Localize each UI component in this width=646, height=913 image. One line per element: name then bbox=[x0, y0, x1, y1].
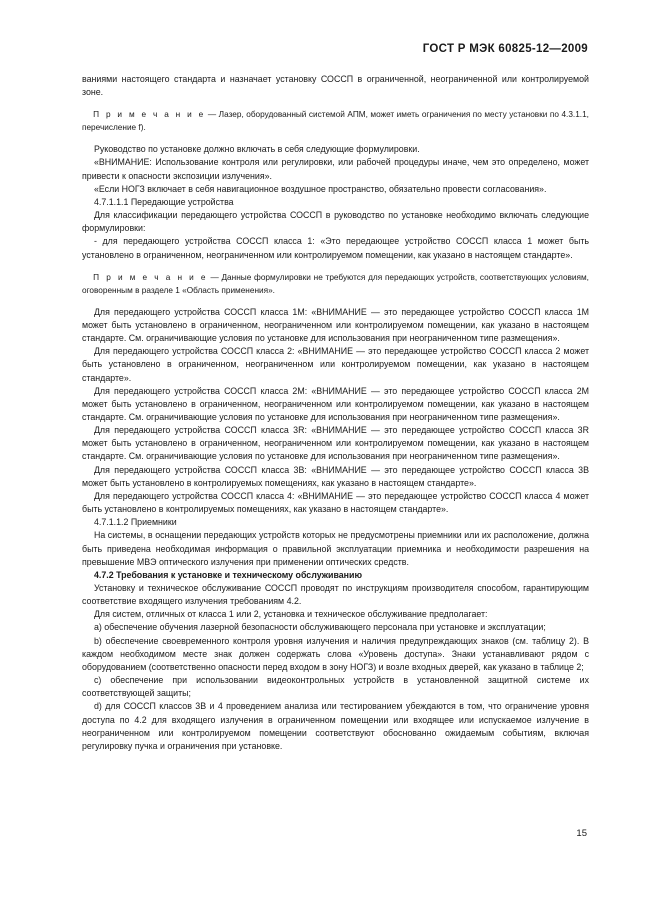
paragraph: Для классификации передающего устройства СОССП в руководство по установке необходимо включать следующие формулировки: bbox=[82, 210, 589, 234]
note-text: — Данные формулировки не требуются для передающих устройств, соответствующих условиям, оговоренным в разделе 1 «Область применения». bbox=[82, 272, 589, 295]
paragraph: Руководство по установке должно включать в себя следующие формулировки. bbox=[93, 144, 420, 155]
paragraph: ваниями настоящего стандарта и назначает установку СОССП в ограниченной, неограниченной или контролируемой зоне. bbox=[82, 74, 589, 98]
note-label: П р и м е ч а н и е bbox=[93, 272, 208, 282]
section-heading: 4.7.1.1.1 Передающие устройства bbox=[93, 196, 234, 207]
page-number: 15 bbox=[576, 828, 587, 839]
list-item: b) обеспечение своевременного контроля уровня излучения и наличия предупреждающих знаков (см. таблицу 2). В каждом необходимом месте знак должен содержать слова «Уровень доступа». Знаки устанавливают рядом с оборудованием (соответственно опасности перед входом в зону НОГЗ) и возле входных дверей, как указано в таблице 2; bbox=[82, 635, 589, 672]
section-heading: 4.7.2 Требования к установке и техническому обслуживанию bbox=[93, 569, 363, 580]
paragraph: Для передающего устройства СОССП класса 1М: «ВНИМАНИЕ — это передающее устройство СОССП класса 1М может быть установлено в ограниченном, неограниченном или контролируемом помещении, как указано в настоящем стандарте. См. ограничивающие условия по установке для использования при неограниченном типе размещения». bbox=[82, 306, 589, 344]
list-item: c) обеспечение при использовании видеоконтрольных устройств в установленной защитной системе их соответствующей защиты; bbox=[82, 675, 589, 699]
paragraph: Для передающего устройства СОССП класса 3В: «ВНИМАНИЕ — это передающее устройство СОССП класса 3В может быть установлено в контролируемых помещениях, как указано в настоящем стандарте». bbox=[82, 464, 589, 488]
paragraph: Для передающего устройства СОССП класса 4: «ВНИМАНИЕ — это передающее устройство СОССП класса 4 может быть установлено в контролируемых помещениях, как указано в настоящем стандарте». bbox=[82, 490, 589, 515]
paragraph: «Если НОГЗ включает в себя навигационное воздушное пространство, обязательно провести согласования». bbox=[93, 183, 547, 194]
paragraph: Для передающего устройства СОССП класса 2М: «ВНИМАНИЕ — это передающее устройство СОССП класса 2М может быть установлено в ограниченном, неограниченном или контролируемом помещении, как указано в настоящем стандарте. См. ограничивающие условия по установке для использования при неограниченном типе размещения». bbox=[82, 385, 589, 422]
page-body bbox=[82, 73, 589, 753]
note bbox=[82, 271, 589, 297]
list-item: а) обеспечение обучения лазерной безопасности обслуживающего персонала при установке и эксплуатации; bbox=[93, 622, 546, 633]
paragraph: Для передающего устройства СОССП класса 2: «ВНИМАНИЕ — это передающее устройство СОССП класса 2 может быть установлено в ограниченном, неограниченном или контролируемом помещении, как указано в настоящем стандарте». bbox=[82, 346, 589, 383]
paragraph: - для передающего устройства СОССП класса 1: «Это передающее устройство СОССП класса 1 может быть установлено в ограниченном, неограниченном или контролируемом помещении, как указано в настоящем стандарте». bbox=[82, 236, 589, 260]
paragraph: Установку и техническое обслуживание СОССП проводят по инструкциям производителя способом, гарантирующим соответствие входящего излучения требованиям 4.2. bbox=[82, 583, 589, 607]
note bbox=[82, 108, 589, 134]
note-text: — Лазер, оборудованный системой АПМ, может иметь ограничения по месту установки по 4.3.1.1, перечисление f). bbox=[82, 110, 589, 133]
note-label: П р и м е ч а н и е bbox=[93, 110, 206, 120]
paragraph: Для передающего устройства СОССП класса 3R: «ВНИМАНИЕ — это передающее устройство СОССП класса 3R может быть установлено в ограниченном, неограниченном или контролируемом помещении, как указано в настоящем стандарте. См. ограничивающие условия по установке для использования при неограниченном типе размещения». bbox=[82, 425, 589, 462]
document-code: ГОСТ Р МЭК 60825-12—2009 bbox=[422, 43, 588, 55]
list-item: d) для СОССП классов 3В и 4 проведением анализа или тестированием убеждаются в том, что ограничение уровня доступа по 4.2 для входящего излучения в ограниченном помещении или входящее или испускаемое излучение в неограниченном или контролируемом помещении соответствуют обоснованно ожидаемым событиям, включая регулировку пучка и ограничения при установке. bbox=[82, 701, 589, 751]
paragraph: «ВНИМАНИЕ: Использование контроля или регулировки, или рабочей процедуры иначе, чем это определено, может привести к опасности экспозиции излучения». bbox=[82, 157, 589, 181]
paragraph: Для систем, отличных от класса 1 или 2, установка и техническое обслуживание предполагает: bbox=[93, 609, 488, 620]
paragraph: На системы, в оснащении передающих устройств которых не предусмотрены приемники или их расположение, должна быть приведена необходимая информация о правильной эксплуатации приемника и необходимости разрешения на превышение МВЭ оптического излучения при применении оптических средств. bbox=[82, 530, 589, 567]
section-heading: 4.7.1.1.2 Приемники bbox=[93, 517, 177, 528]
